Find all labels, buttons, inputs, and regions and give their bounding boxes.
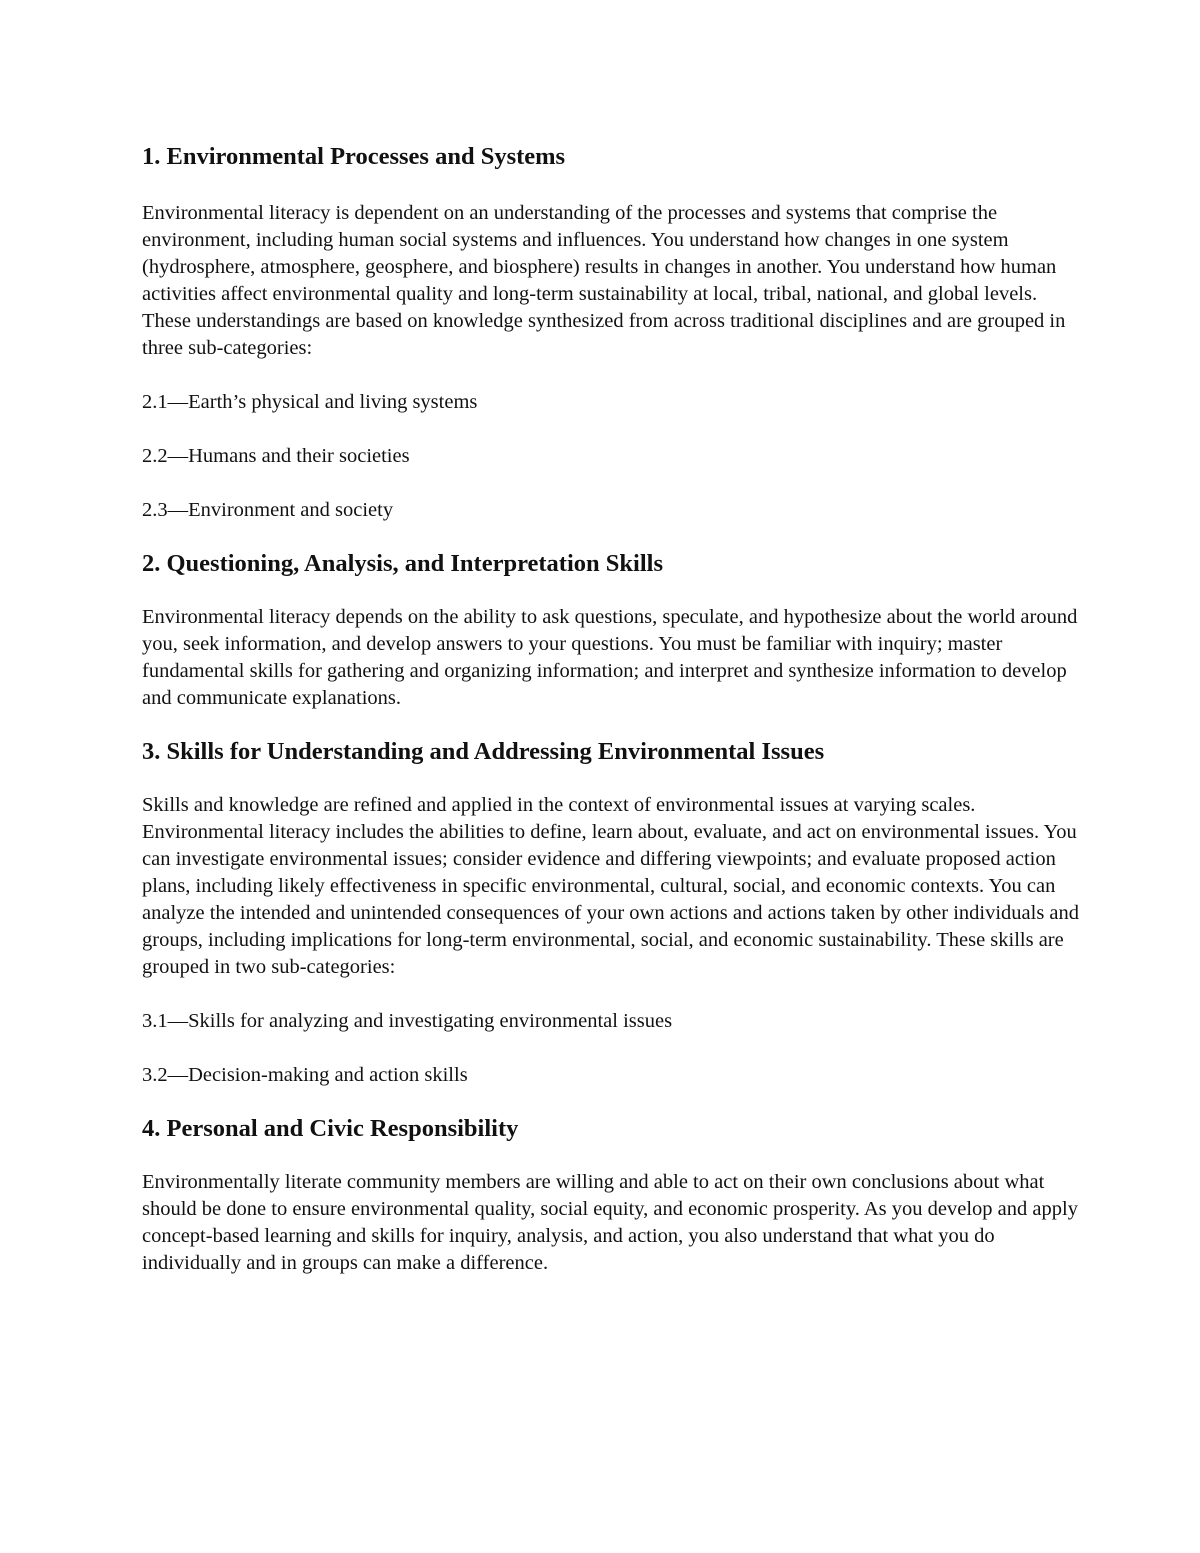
subcategory-item: 2.2—Humans and their societies — [142, 445, 410, 467]
section-body-civic-responsibility: Environmentally literate community members are willing and able to act on their own conclusions about what should be done to ensure environmental quality, social equity, and economic prosperity. As you develop and apply concept-based learning and skills for inquiry, analysis, and action, you also understand that what you do individually and in groups can make a difference. — [142, 1171, 1078, 1274]
section-body-questioning-skills: Environmental literacy depends on the ability to ask questions, speculate, and hypothesize about the world around you, seek information, and develop answers to your questions. You must be familiar with inquiry; master fundamental skills for gathering and organizing information; and interpret and synthesize information to develop and communicate explanations. — [142, 606, 1078, 709]
section-body-environmental-processes: Environmental literacy is dependent on an understanding of the processes and systems that comprise the environment, including human social systems and influences. You understand how changes in one system (hydrosphere, atmosphere, geosphere, and biosphere) results in changes in another. You understand how human activities affect environmental quality and long-term sustainability at local, tribal, national, and global levels. These understandings are based on knowledge synthesized from across traditional disciplines and are grouped in three sub-categories: — [142, 202, 1066, 359]
subcategory-item: 2.3—Environment and society — [142, 499, 394, 521]
section-heading-environmental-processes: 1. Environmental Processes and Systems — [142, 143, 566, 170]
subcategory-item: 3.1—Skills for analyzing and investigating environmental issues — [142, 1010, 673, 1032]
subcategory-item: 3.2—Decision-making and action skills — [142, 1064, 468, 1086]
subcategory-item: 2.1—Earth’s physical and living systems — [142, 391, 478, 413]
document-page — [142, 140, 1082, 1277]
section-body-environmental-issues: Skills and knowledge are refined and applied in the context of environmental issues at varying scales. Environmental literacy includes the abilities to define, learn about, evaluate, and act on environmental issues. You can investigate environmental issues; consider evidence and differing viewpoints; and evaluate proposed action plans, including likely effectiveness in specific environmental, cultural, social, and economic contexts. You can analyze the intended and unintended consequences of your own actions and actions taken by other individuals and groups, including implications for long-term environmental, social, and economic sustainability. These skills are grouped in two sub-categories: — [142, 794, 1080, 978]
section-heading-environmental-issues: 3. Skills for Understanding and Addressing Environmental Issues — [142, 738, 825, 765]
section-heading-civic-responsibility: 4. Personal and Civic Responsibility — [142, 1115, 519, 1142]
section-heading-questioning-skills: 2. Questioning, Analysis, and Interpretation Skills — [142, 550, 663, 577]
